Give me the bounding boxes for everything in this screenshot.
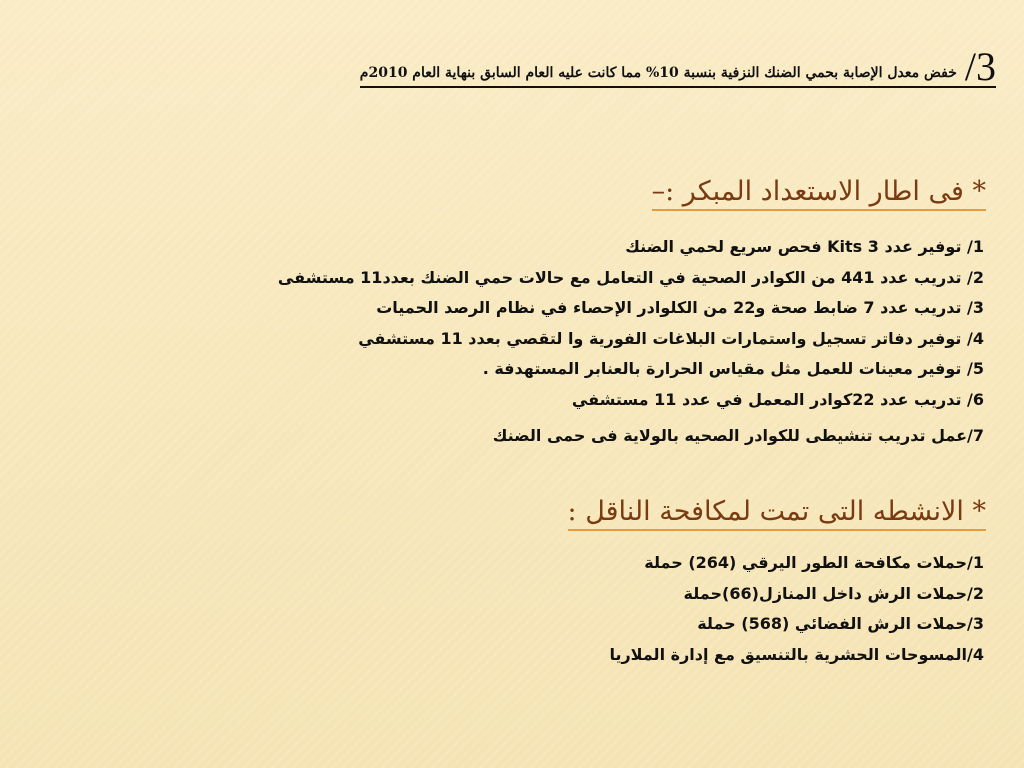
list-item: 6/ تدريب عدد 22كوادر المعمل في عدد 11 مستشفي (571, 389, 984, 409)
early-preparedness-list (278, 232, 984, 452)
list-item: 5/ توفير معينات للعمل مثل مقياس الحرارة بالعنابر المستهدفة . (482, 359, 984, 378)
list-item: 1/حملات مكافحة الطور اليرقي (264) حملة (644, 553, 984, 572)
section-heading-vector-control: * الانشطه التى تمت لمكافحة الناقل : (568, 496, 986, 531)
list-item: 2/حملات الرش داخل المنازل(66)حملة (683, 583, 984, 603)
list-item: 3/حملات الرش الفضائي (568) حملة (697, 614, 984, 633)
list-item: 7/عمل تدريب تنشيطى للكوادر الصحيه بالولاية فى حمى الضنك (492, 426, 984, 445)
list-item: 1/ توفير عدد 3 Kits فحص سريع لحمي الضنك (625, 237, 984, 256)
title-number: /3 (964, 44, 996, 89)
section-heading-early-preparedness: * فى اطار الاستعداد المبكر :– (652, 176, 986, 211)
list-item: 4/المسوحات الحشرية بالتنسيق مع إدارة الملاريا (609, 644, 984, 664)
vector-control-list (609, 548, 984, 670)
title-text: خفض معدل الإصابة بحمي الضنك النزفية بنسبة 10% مما كانت عليه العام السابق بنهاية العام 2010م (359, 65, 957, 81)
slide-title (360, 46, 996, 88)
list-item: 3/ تدريب عدد 7 ضابط صحة و22 من الكلوادر الإحصاء في نظام الرصد الحميات (376, 298, 984, 317)
list-item: 4/ توفير دفاتر تسجيل واستمارات البلاغات الفورية وا لتقصي بعدد 11 مستشفي (358, 328, 984, 348)
list-item: 2/ تدريب عدد 441 من الكوادر الصحية في التعامل مع حالات حمي الضنك بعدد11 مستشفى (277, 267, 984, 287)
